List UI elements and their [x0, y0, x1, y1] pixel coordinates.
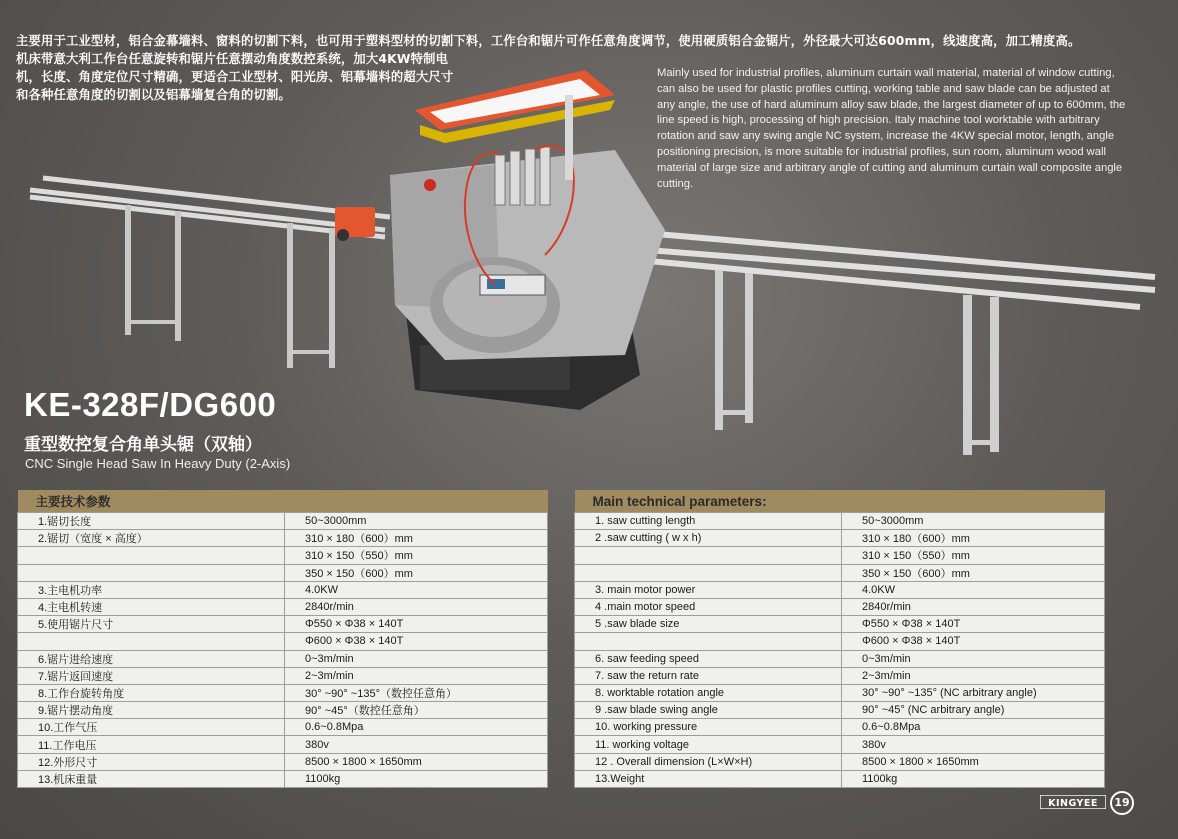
intro-cn-line-2: 机床带意大利工作台任意旋转和锯片任意摆动角度数控系统，加大4KW特制电机，长度、角度定位尺寸精确，更适合工业型材、阳光房、铝幕墙料的超大尺寸和各种任意角度的切割以及铝幕墙复合角的切割。: [16, 52, 454, 102]
spec-label: [575, 564, 842, 581]
spec-row: [575, 598, 1105, 615]
spec-label: 3. main motor power: [575, 581, 842, 598]
spec-row: [575, 719, 1105, 736]
spec-table-cn: [17, 490, 548, 788]
spec-label: 7.锯片返回速度: [18, 667, 285, 684]
spec-row: [18, 667, 548, 684]
spec-label: 10. working pressure: [575, 719, 842, 736]
spec-value: 4.0KW: [285, 581, 548, 598]
spec-row: [18, 616, 548, 633]
spec-row: [18, 530, 548, 547]
spec-label: 4 .main motor speed: [575, 598, 842, 615]
spec-label: [575, 547, 842, 564]
spec-row: [18, 719, 548, 736]
spec-label: [575, 633, 842, 650]
spec-value: 380v: [842, 736, 1105, 753]
spec-value: 4.0KW: [842, 581, 1105, 598]
right-conveyor-legs: [715, 270, 999, 455]
spec-value: 8500 × 1800 × 1650mm: [842, 753, 1105, 770]
spec-label: 12.外形尺寸: [18, 753, 285, 770]
spec-value: 1100kg: [842, 770, 1105, 787]
spec-row: [575, 667, 1105, 684]
spec-label: 8.工作台旋转角度: [18, 684, 285, 701]
spec-value: 310 × 180（600）mm: [842, 530, 1105, 547]
spec-row: [18, 581, 548, 598]
spec-label: 13.机床重量: [18, 770, 285, 787]
spec-row: [575, 513, 1105, 530]
product-name-cn: 重型数控复合角单头锯（双轴）: [24, 435, 262, 455]
spec-value: 2~3m/min: [285, 667, 548, 684]
spec-label: 6. saw feeding speed: [575, 650, 842, 667]
spec-row: [18, 753, 548, 770]
spec-row: [18, 684, 548, 701]
spec-value: 0~3m/min: [285, 650, 548, 667]
spec-row: [575, 633, 1105, 650]
spec-value: 90° ~45° (NC arbitrary angle): [842, 702, 1105, 719]
spec-label: 12 . Overall dimension (L×W×H): [575, 753, 842, 770]
spec-table-cn-header: 主要技术参数: [18, 490, 548, 513]
page-number: 19: [1110, 791, 1134, 815]
spec-row: [575, 770, 1105, 787]
spec-label: [18, 564, 285, 581]
spec-value: 310 × 180（600）mm: [285, 530, 548, 547]
spec-value: 50~3000mm: [285, 513, 548, 530]
spec-label: 13.Weight: [575, 770, 842, 787]
right-conveyor: [585, 233, 1155, 307]
spec-row: [575, 684, 1105, 701]
spec-row: [18, 598, 548, 615]
spec-row: [18, 633, 548, 650]
spec-row: [575, 736, 1105, 753]
spec-value: 350 × 150（600）mm: [285, 564, 548, 581]
spec-label: 7. saw the return rate: [575, 667, 842, 684]
spec-value: 350 × 150（600）mm: [842, 564, 1105, 581]
spec-table-en: [574, 490, 1105, 788]
spec-label: 2 .saw cutting ( w x h): [575, 530, 842, 547]
spec-label: 1.锯切长度: [18, 513, 285, 530]
spec-row: [18, 547, 548, 564]
spec-value: 0.6~0.8Mpa: [285, 719, 548, 736]
intro-cn-line-1: 主要用于工业型材，铝合金幕墙料、窗料的切割下料，也可用于塑料型材的切割下料，工作台和锯片可作任意角度调节，使用硬质铝合金锯片，外径最大可达600mm，线速度高，加工精度高。: [16, 34, 1081, 48]
spec-value: 310 × 150（550）mm: [842, 547, 1105, 564]
spec-value: 0~3m/min: [842, 650, 1105, 667]
spec-value: 1100kg: [285, 770, 548, 787]
spec-label: 9.锯片摆动角度: [18, 702, 285, 719]
spec-table-en-header: Main technical parameters:: [575, 490, 1105, 513]
spec-row: [18, 702, 548, 719]
spec-label: 4.主电机转速: [18, 598, 285, 615]
spec-row: [575, 650, 1105, 667]
spec-row: [575, 702, 1105, 719]
spec-row: [18, 736, 548, 753]
spec-row: [18, 650, 548, 667]
product-name-en: CNC Single Head Saw In Heavy Duty (2-Axis): [25, 456, 291, 471]
spec-row: [575, 564, 1105, 581]
spec-label: 10.工作气压: [18, 719, 285, 736]
spec-value: 30° ~90° ~135°（数控任意角）: [285, 684, 548, 701]
spec-row: [575, 616, 1105, 633]
spec-label: 6.锯片进给速度: [18, 650, 285, 667]
spec-label: [18, 547, 285, 564]
spec-value: 2~3m/min: [842, 667, 1105, 684]
spec-value: 90° ~45°（数控任意角）: [285, 702, 548, 719]
spec-value: 2840r/min: [285, 598, 548, 615]
spec-row: [18, 770, 548, 787]
spec-value: 2840r/min: [842, 598, 1105, 615]
spec-table-en-body: [575, 513, 1105, 788]
spec-table-cn-body: [18, 513, 548, 788]
spec-label: 3.主电机功率: [18, 581, 285, 598]
spec-label: 9 .saw blade swing angle: [575, 702, 842, 719]
spec-label: 5.使用锯片尺寸: [18, 616, 285, 633]
brand-logo: [1040, 795, 1106, 809]
spec-value: Φ600 × Φ38 × 140T: [842, 633, 1105, 650]
spec-value: 30° ~90° ~135° (NC arbitrary angle): [842, 684, 1105, 701]
spec-label: 5 .saw blade size: [575, 616, 842, 633]
spec-label: 1. saw cutting length: [575, 513, 842, 530]
spec-row: [18, 564, 548, 581]
spec-value: Φ550 × Φ38 × 140T: [285, 616, 548, 633]
spec-value: 380v: [285, 736, 548, 753]
spec-value: Φ550 × Φ38 × 140T: [842, 616, 1105, 633]
spec-value: 50~3000mm: [842, 513, 1105, 530]
intro-english: Mainly used for industrial profiles, aluminum curtain wall material, material of window cutting, can also be used for plastic profiles cutting, working table and saw blade can be adjusted at any angle, the use of hard aluminum alloy saw blade, the largest diameter of up to 600mm, the line speed is high, processing of high precision. Italy machine tool worktable with arbitrary rotation and saw any swing angle NC system, increase the 4KW special motor, length, angle positioning precision, is more suitable for industrial profiles, sun room, aluminum wood wall material of large size and arbitrary angle of cutting and aluminum curtain wall composite angle cutting.: [657, 67, 1126, 190]
spec-row: [575, 753, 1105, 770]
spec-row: [575, 530, 1105, 547]
spec-label: 8. worktable rotation angle: [575, 684, 842, 701]
spec-row: [575, 547, 1105, 564]
spec-label: 2.锯切（宽度 × 高度）: [18, 530, 285, 547]
spec-label: 11. working voltage: [575, 736, 842, 753]
spec-label: [18, 633, 285, 650]
brand-logo-text: KINGYEE: [1048, 798, 1098, 809]
spec-row: [575, 581, 1105, 598]
spec-value: 0.6~0.8Mpa: [842, 719, 1105, 736]
product-model: KE-328F/DG600: [24, 386, 277, 423]
spec-row: [18, 513, 548, 530]
spec-value: 8500 × 1800 × 1650mm: [285, 753, 548, 770]
spec-label: 11.工作电压: [18, 736, 285, 753]
emergency-stop-icon: [424, 179, 436, 191]
spec-value: 310 × 150（550）mm: [285, 547, 548, 564]
spec-value: Φ600 × Φ38 × 140T: [285, 633, 548, 650]
